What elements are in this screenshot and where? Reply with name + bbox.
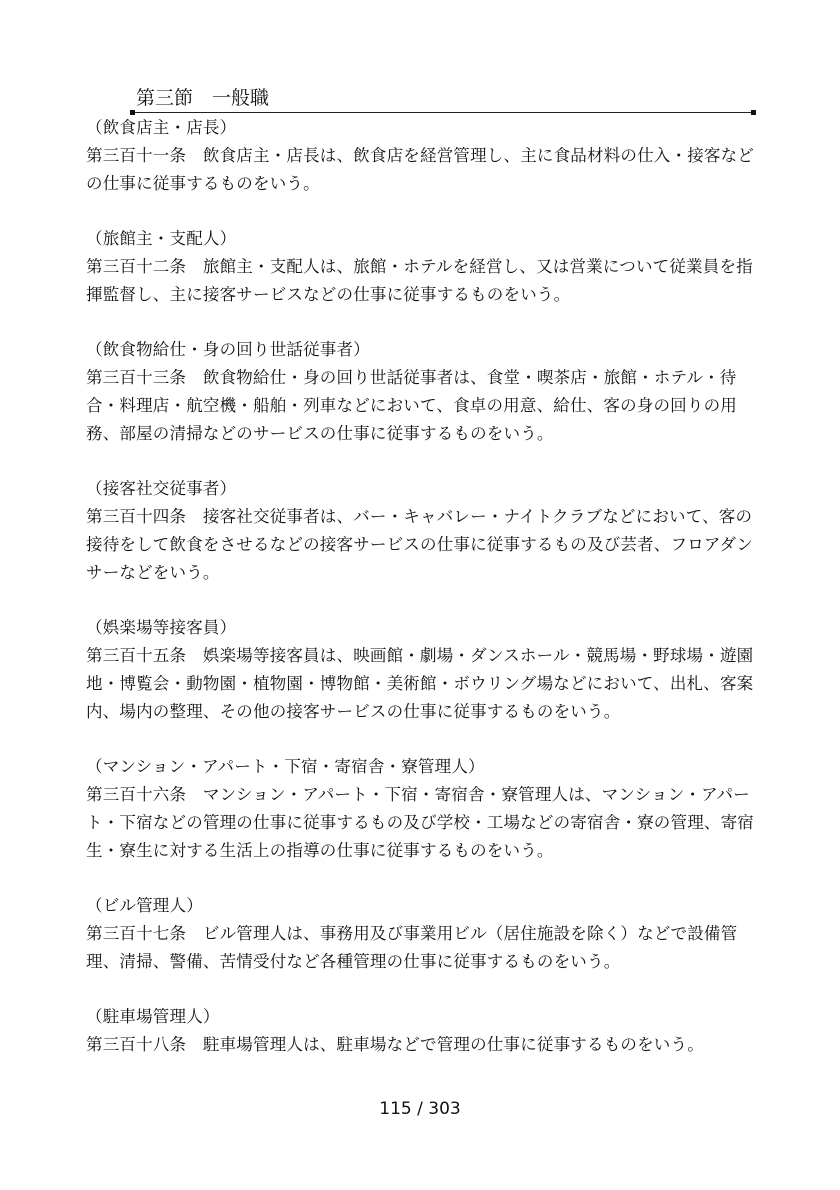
article-body: 第三百十二条 旅館主・支配人は、旅館・ホテルを経営し、又は営業について従業員を指揮監督し、主に接客サービスなどの仕事に従事するものをいう。 — [86, 257, 753, 304]
article-caption: （旅館主・支配人） — [86, 229, 237, 248]
article-316 — [86, 753, 756, 865]
article-312 — [86, 225, 756, 309]
article-317 — [86, 892, 756, 976]
article-313 — [86, 336, 756, 448]
article-caption: （接客社交従事者） — [86, 479, 237, 498]
section-heading — [132, 84, 754, 113]
article-314 — [86, 475, 756, 587]
article-body: 第三百十五条 娯楽場等接客員は、映画館・劇場・ダンスホール・競馬場・野球場・遊園地・博覧会・動物園・植物園・博物館・美術館・ボウリング場などにおいて、出札、客案内、場内の整理、その他の接客サービスの仕事に従事するものをいう。 — [86, 646, 754, 721]
article-caption: （駐車場管理人） — [86, 1007, 220, 1026]
article-caption: （娯楽場等接客員） — [86, 618, 237, 637]
article-body: 第三百十一条 飲食店主・店長は、飲食店を経営管理し、主に食品材料の仕入・接客などの仕事に従事するものをいう。 — [86, 146, 754, 193]
article-list — [86, 114, 756, 1086]
article-caption: （マンション・アパート・下宿・寄宿舎・寮管理人） — [86, 757, 485, 776]
article-body: 第三百十八条 駐車場管理人は、駐車場などで管理の仕事に従事するものをいう。 — [86, 1035, 704, 1054]
page-number: 115 / 303 — [379, 1099, 461, 1119]
article-caption: （飲食物給仕・身の回り世話従事者） — [86, 340, 370, 359]
article-body: 第三百十六条 マンション・アパート・下宿・寄宿舎・寮管理人は、マンション・アパート・下宿などの管理の仕事に従事するもの及び学校・工場などの寄宿舎・寮の管理、寄宿生・寮生に対する生活上の指導の仕事に従事するものをいう。 — [86, 785, 754, 860]
article-caption: （飲食店主・店長） — [86, 118, 237, 137]
article-311 — [86, 114, 756, 198]
section-title: 第三節 一般職 — [136, 87, 270, 109]
article-body: 第三百十四条 接客社交従事者は、バー・キャバレー・ナイトクラブなどにおいて、客の接待をして飲食をさせるなどの接客サービスの仕事に従事するもの及び芸者、フロアダンサーなどをいう。 — [86, 507, 754, 582]
article-315 — [86, 614, 756, 726]
article-caption: （ビル管理人） — [86, 896, 203, 915]
article-body: 第三百十七条 ビル管理人は、事務用及び事業用ビル（居住施設を除く）などで設備管理、清掃、警備、苦情受付など各種管理の仕事に従事するものをいう。 — [86, 924, 738, 971]
article-body: 第三百十三条 飲食物給仕・身の回り世話従事者は、食堂・喫茶店・旅館・ホテル・待合・料理店・航空機・船舶・列車などにおいて、食卓の用意、給仕、客の身の回りの用務、部屋の清掃などのサービスの仕事に従事するものをいう。 — [86, 368, 737, 443]
article-318 — [86, 1003, 756, 1059]
